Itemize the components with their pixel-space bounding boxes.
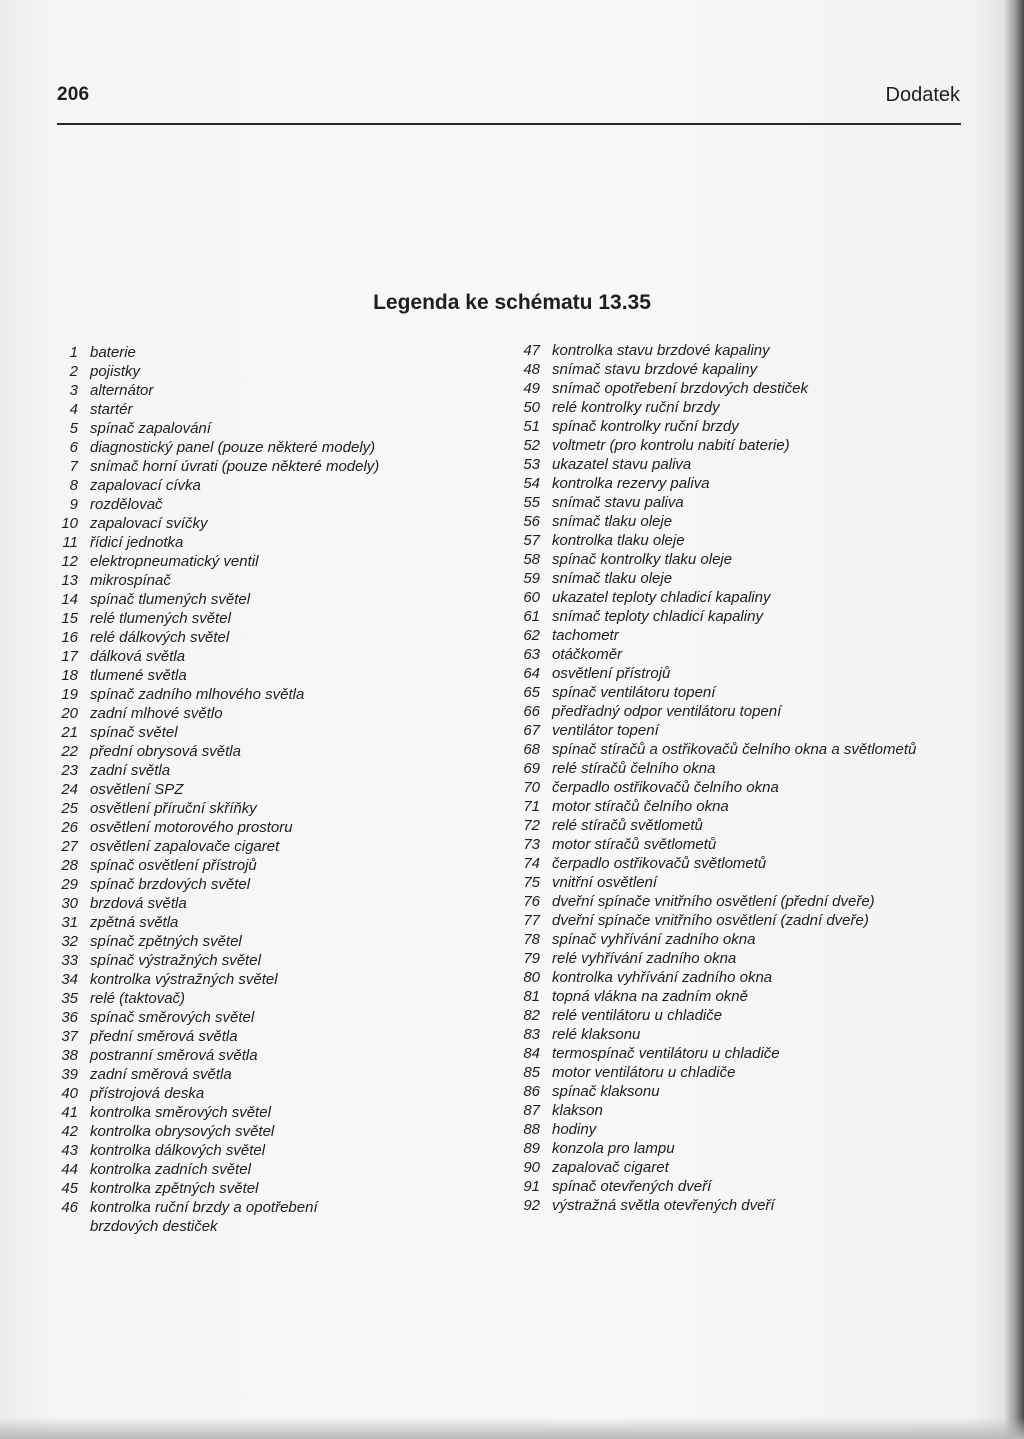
legend-item-text: přední směrová světla bbox=[90, 1028, 238, 1045]
legend-item bbox=[512, 493, 972, 512]
legend-item-text: kontrolka tlaku oleje bbox=[552, 532, 685, 549]
legend-item bbox=[50, 742, 470, 761]
legend-item-text: spínač stíračů a ostřikovačů čelního okna a světlometů bbox=[552, 741, 917, 758]
legend-item-text: spínač vyhřívání zadního okna bbox=[552, 931, 756, 948]
legend-item bbox=[50, 1027, 470, 1046]
legend-item-number: 83 bbox=[523, 1026, 540, 1043]
legend-item-number: 28 bbox=[61, 857, 78, 874]
legend-item-number: 1 bbox=[69, 344, 78, 361]
legend-item bbox=[512, 550, 972, 569]
legend-item bbox=[50, 381, 470, 400]
legend-item bbox=[512, 417, 972, 436]
legend-item bbox=[512, 702, 972, 721]
legend-item bbox=[512, 626, 972, 645]
legend-item-number: 72 bbox=[523, 817, 540, 834]
legend-item-text: pojistky bbox=[90, 363, 141, 380]
legend-item-text: spínač zadního mlhového světla bbox=[90, 686, 305, 703]
page-binding-shadow bbox=[1004, 0, 1024, 1439]
legend-item bbox=[512, 645, 972, 664]
legend-item bbox=[50, 723, 470, 742]
legend-item-text: dveřní spínače vnitřního osvětlení (přední dveře) bbox=[552, 893, 875, 910]
legend-item-number: 62 bbox=[523, 627, 540, 644]
legend-item-text: termospínač ventilátoru u chladiče bbox=[552, 1045, 780, 1062]
legend-item-text: relé ventilátoru u chladiče bbox=[552, 1007, 723, 1024]
legend-item-text: zpětná světla bbox=[90, 914, 179, 931]
legend-item-text: spínač klaksonu bbox=[552, 1083, 660, 1100]
legend-item-text: relé stíračů čelního okna bbox=[552, 760, 716, 777]
legend-item-number: 22 bbox=[61, 743, 78, 760]
legend-item bbox=[50, 590, 470, 609]
legend-item-text: zadní světla bbox=[90, 762, 171, 779]
legend-item bbox=[50, 1198, 470, 1217]
legend-item-text: přístrojová deska bbox=[90, 1085, 205, 1102]
legend-item-number: 7 bbox=[69, 458, 78, 475]
legend-item-number: 82 bbox=[523, 1007, 540, 1024]
legend-item bbox=[512, 721, 972, 740]
legend-item bbox=[512, 607, 972, 626]
legend-item-number: 80 bbox=[523, 969, 540, 986]
legend-item-number: 32 bbox=[61, 933, 78, 950]
legend-item bbox=[512, 930, 972, 949]
legend-item-number: 37 bbox=[61, 1028, 78, 1045]
legend-item-text: kontrolka obrysových světel bbox=[90, 1123, 275, 1140]
legend-item-number: 84 bbox=[523, 1045, 540, 1062]
legend-item-text: spínač ventilátoru topení bbox=[552, 684, 716, 701]
legend-item-number: 50 bbox=[523, 399, 540, 416]
legend-item-number: 14 bbox=[61, 591, 78, 608]
legend-item bbox=[512, 683, 972, 702]
legend-item-number: 79 bbox=[523, 950, 540, 967]
legend-item-text: zapalovací cívka bbox=[90, 477, 201, 494]
legend-item-text: voltmetr (pro kontrolu nabití baterie) bbox=[552, 437, 790, 454]
legend-item bbox=[50, 476, 470, 495]
legend-item-number: 13 bbox=[61, 572, 78, 589]
legend-item bbox=[50, 1008, 470, 1027]
legend-item bbox=[50, 761, 470, 780]
legend-item-text: snímač opotřebení brzdových destiček bbox=[552, 380, 808, 397]
legend-item-number: 2 bbox=[69, 363, 78, 380]
legend-item bbox=[512, 835, 972, 854]
legend-item-number: 6 bbox=[69, 439, 78, 456]
legend-item bbox=[512, 1139, 972, 1158]
legend-item bbox=[50, 932, 470, 951]
legend-item-text: spínač brzdových světel bbox=[90, 876, 251, 893]
legend-item-text: spínač osvětlení přístrojů bbox=[90, 857, 257, 874]
legend-item-number: 67 bbox=[523, 722, 540, 739]
legend-item-text: brzdových destiček bbox=[90, 1218, 218, 1235]
legend-item-number: 69 bbox=[523, 760, 540, 777]
legend-item bbox=[512, 968, 972, 987]
legend-item bbox=[50, 438, 470, 457]
legend-item-text: ukazatel stavu paliva bbox=[552, 456, 692, 473]
legend-item bbox=[512, 664, 972, 683]
legend-item-number: 55 bbox=[523, 494, 540, 511]
legend-item-text: osvětlení přístrojů bbox=[552, 665, 671, 682]
legend-item-text: spínač kontrolky tlaku oleje bbox=[552, 551, 733, 568]
legend-item-text: přední obrysová světla bbox=[90, 743, 241, 760]
legend-item-number: 81 bbox=[523, 988, 540, 1005]
legend-item-number: 19 bbox=[61, 686, 78, 703]
legend-item-text: předřadný odpor ventilátoru topení bbox=[552, 703, 782, 720]
legend-item bbox=[512, 398, 972, 417]
legend-item-number: 27 bbox=[61, 838, 78, 855]
legend-item-number: 23 bbox=[61, 762, 78, 779]
legend-item-text: dálková světla bbox=[90, 648, 186, 665]
legend-item bbox=[50, 894, 470, 913]
legend-item-number: 33 bbox=[61, 952, 78, 969]
legend-item-text: postranní směrová světla bbox=[90, 1047, 258, 1064]
legend-item-number: 54 bbox=[523, 475, 540, 492]
legend-item bbox=[512, 455, 972, 474]
legend-item-text: spínač kontrolky ruční brzdy bbox=[552, 418, 739, 435]
legend-item-number: 42 bbox=[61, 1123, 78, 1140]
legend-item-text: brzdová světla bbox=[90, 895, 187, 912]
legend-item-text: snímač tlaku oleje bbox=[552, 513, 673, 530]
legend-item-number: 3 bbox=[69, 382, 78, 399]
legend-item bbox=[512, 1063, 972, 1082]
legend-item-text: snímač stavu brzdové kapaliny bbox=[552, 361, 758, 378]
legend-item-number: 18 bbox=[61, 667, 78, 684]
legend-item-text: spínač otevřených dveří bbox=[552, 1178, 712, 1195]
legend-item-text: relé (taktovač) bbox=[90, 990, 186, 1007]
legend-item-number: 4 bbox=[69, 401, 78, 418]
legend-item-text: zadní směrová světla bbox=[90, 1066, 232, 1083]
legend-item-text: kontrolka zadních světel bbox=[90, 1161, 251, 1178]
legend-item bbox=[512, 512, 972, 531]
legend-item-number: 73 bbox=[523, 836, 540, 853]
legend-item-text: spínač světel bbox=[90, 724, 178, 741]
legend-item-text: čerpadlo ostřikovačů světlometů bbox=[552, 855, 767, 872]
legend-item-text: snímač horní úvrati (pouze některé modely) bbox=[90, 458, 380, 475]
legend-item bbox=[50, 533, 470, 552]
legend-item bbox=[512, 911, 972, 930]
legend-item-number: 40 bbox=[61, 1085, 78, 1102]
legend-item-number: 17 bbox=[61, 648, 78, 665]
legend-item-number: 70 bbox=[523, 779, 540, 796]
legend-item-number: 89 bbox=[523, 1140, 540, 1157]
legend-item-number: 48 bbox=[523, 361, 540, 378]
legend-item-number: 5 bbox=[69, 420, 78, 437]
legend-item bbox=[50, 343, 470, 362]
legend-item-text: spínač výstražných světel bbox=[90, 952, 261, 969]
legend-item-number: 61 bbox=[523, 608, 540, 625]
legend-item-text: spínač směrových světel bbox=[90, 1009, 255, 1026]
legend-item bbox=[50, 666, 470, 685]
legend-item bbox=[512, 379, 972, 398]
legend-item bbox=[50, 609, 470, 628]
legend-item bbox=[50, 1046, 470, 1065]
legend-item-text: elektropneumatický ventil bbox=[90, 553, 259, 570]
legend-item bbox=[512, 436, 972, 455]
legend-item-number: 58 bbox=[523, 551, 540, 568]
legend-item-text: relé kontrolky ruční brzdy bbox=[552, 399, 720, 416]
legend-item bbox=[512, 1044, 972, 1063]
legend-item-text: motor stíračů světlometů bbox=[552, 836, 717, 853]
legend-item-number: 60 bbox=[523, 589, 540, 606]
legend-item-number: 63 bbox=[523, 646, 540, 663]
legend-item bbox=[50, 951, 470, 970]
legend-item-number: 43 bbox=[61, 1142, 78, 1159]
legend-item-text: motor stíračů čelního okna bbox=[552, 798, 729, 815]
legend-item-text: ventilátor topení bbox=[552, 722, 659, 739]
legend-item bbox=[50, 1084, 470, 1103]
legend-item-text: baterie bbox=[90, 344, 136, 361]
legend-item-number: 90 bbox=[523, 1159, 540, 1176]
legend-item bbox=[50, 1122, 470, 1141]
legend-item-number: 26 bbox=[61, 819, 78, 836]
legend-item-text: startér bbox=[90, 401, 133, 418]
legend-item bbox=[50, 856, 470, 875]
legend-item bbox=[50, 875, 470, 894]
legend-item-text: diagnostický panel (pouze některé modely) bbox=[90, 439, 376, 456]
page-bottom-shadow bbox=[0, 1417, 1024, 1439]
legend-item-number: 41 bbox=[61, 1104, 78, 1121]
legend-item-number: 12 bbox=[61, 553, 78, 570]
legend-item-text: klakson bbox=[552, 1102, 603, 1119]
legend-item bbox=[512, 987, 972, 1006]
legend-item-number: 47 bbox=[523, 342, 540, 359]
legend-item-text: kontrolka dálkových světel bbox=[90, 1142, 266, 1159]
legend-item bbox=[50, 1103, 470, 1122]
legend-item bbox=[512, 759, 972, 778]
legend-item bbox=[50, 362, 470, 381]
legend-item-text: spínač zapalování bbox=[90, 420, 211, 437]
legend-item bbox=[50, 1179, 470, 1198]
legend-item bbox=[50, 514, 470, 533]
legend-item-number: 66 bbox=[523, 703, 540, 720]
legend-item-number: 68 bbox=[523, 741, 540, 758]
legend-item bbox=[512, 1082, 972, 1101]
legend-item bbox=[50, 1065, 470, 1084]
legend-item-number: 39 bbox=[61, 1066, 78, 1083]
legend-item-text: snímač stavu paliva bbox=[552, 494, 684, 511]
legend-item-number: 52 bbox=[523, 437, 540, 454]
header-divider bbox=[57, 123, 961, 125]
legend-item-number: 91 bbox=[523, 1178, 540, 1195]
legend-item bbox=[50, 970, 470, 989]
section-title: Dodatek bbox=[885, 84, 960, 106]
legend-item-number: 88 bbox=[523, 1121, 540, 1138]
legend-item-text: relé klaksonu bbox=[552, 1026, 641, 1043]
legend-item-text: relé stíračů světlometů bbox=[552, 817, 703, 834]
legend-item-number: 21 bbox=[61, 724, 78, 741]
legend-item-text: výstražná světla otevřených dveří bbox=[552, 1197, 775, 1214]
legend-item bbox=[50, 704, 470, 723]
legend-item bbox=[50, 1160, 470, 1179]
legend-item bbox=[512, 1101, 972, 1120]
legend-item-text: hodiny bbox=[552, 1121, 597, 1138]
legend-item-number: 8 bbox=[69, 477, 78, 494]
legend-item-text: tachometr bbox=[552, 627, 619, 644]
legend-item-number: 16 bbox=[61, 629, 78, 646]
legend-item-number: 30 bbox=[61, 895, 78, 912]
legend-item bbox=[50, 818, 470, 837]
legend-item-text: spínač tlumených světel bbox=[90, 591, 251, 608]
legend-item-text: tlumené světla bbox=[90, 667, 187, 684]
legend-item-number: 15 bbox=[61, 610, 78, 627]
legend-item-text: spínač zpětných světel bbox=[90, 933, 242, 950]
legend-item bbox=[512, 1025, 972, 1044]
legend-item-number: 65 bbox=[523, 684, 540, 701]
legend-item bbox=[512, 949, 972, 968]
legend-item bbox=[50, 495, 470, 514]
legend-item-number: 46 bbox=[61, 1199, 78, 1216]
legend-item-text: osvětlení zapalovače cigaret bbox=[90, 838, 280, 855]
legend-item-number: 45 bbox=[61, 1180, 78, 1197]
legend-list-left bbox=[50, 343, 470, 1236]
legend-item-number: 76 bbox=[523, 893, 540, 910]
legend-item bbox=[512, 341, 972, 360]
legend-item-text: snímač tlaku oleje bbox=[552, 570, 673, 587]
legend-item bbox=[512, 531, 972, 550]
legend-item bbox=[512, 797, 972, 816]
legend-item bbox=[50, 1141, 470, 1160]
legend-item-text: čerpadlo ostřikovačů čelního okna bbox=[552, 779, 779, 796]
legend-item-text: otáčkoměr bbox=[552, 646, 623, 663]
legend-item bbox=[512, 474, 972, 493]
page-number: 206 bbox=[57, 84, 90, 105]
legend-item-text: zadní mlhové světlo bbox=[90, 705, 223, 722]
legend-item-text: kontrolka zpětných světel bbox=[90, 1180, 259, 1197]
legend-item-text: ukazatel teploty chladicí kapaliny bbox=[552, 589, 771, 606]
legend-item-number: 38 bbox=[61, 1047, 78, 1064]
legend-item-number: 24 bbox=[61, 781, 78, 798]
legend-item-text: relé dálkových světel bbox=[90, 629, 230, 646]
legend-item-text: kontrolka vyhřívání zadního okna bbox=[552, 969, 773, 986]
legend-item bbox=[50, 552, 470, 571]
legend-item-number: 75 bbox=[523, 874, 540, 891]
legend-list-right bbox=[512, 341, 972, 1215]
legend-item-number: 78 bbox=[523, 931, 540, 948]
legend-item-text: relé tlumených světel bbox=[90, 610, 231, 627]
legend-item bbox=[512, 873, 972, 892]
legend-item bbox=[50, 685, 470, 704]
legend-item-number: 53 bbox=[523, 456, 540, 473]
legend-item-text: osvětlení motorového prostoru bbox=[90, 819, 293, 836]
legend-item-text: topná vlákna na zadním okně bbox=[552, 988, 748, 1005]
legend-item bbox=[512, 1158, 972, 1177]
legend-item-text: kontrolka rezervy paliva bbox=[552, 475, 710, 492]
legend-item bbox=[50, 913, 470, 932]
legend-item-text: vnitřní osvětlení bbox=[552, 874, 658, 891]
legend-item-text: relé vyhřívání zadního okna bbox=[552, 950, 737, 967]
legend-item-number: 77 bbox=[523, 912, 540, 929]
legend-item bbox=[512, 588, 972, 607]
legend-item-number: 92 bbox=[523, 1197, 540, 1214]
legend-item-text: motor ventilátoru u chladiče bbox=[552, 1064, 736, 1081]
legend-item bbox=[512, 1177, 972, 1196]
legend-item-number: 25 bbox=[61, 800, 78, 817]
legend-item bbox=[512, 816, 972, 835]
legend-item-number: 35 bbox=[61, 990, 78, 1007]
legend-item-number: 34 bbox=[61, 971, 78, 988]
legend-item-text: řídicí jednotka bbox=[90, 534, 184, 551]
legend-item-number: 71 bbox=[523, 798, 540, 815]
legend-item-text: kontrolka stavu brzdové kapaliny bbox=[552, 342, 770, 359]
legend-item bbox=[50, 1217, 470, 1236]
legend-item-number: 31 bbox=[61, 914, 78, 931]
legend-item-text: mikrospínač bbox=[90, 572, 171, 589]
legend-title: Legenda ke schématu 13.35 bbox=[373, 291, 651, 314]
legend-item bbox=[50, 457, 470, 476]
legend-item bbox=[50, 989, 470, 1008]
legend-item bbox=[512, 1120, 972, 1139]
legend-item-text: zapalovací svíčky bbox=[90, 515, 208, 532]
legend-item-text: kontrolka ruční brzdy a opotřebení bbox=[90, 1199, 318, 1216]
legend-item-text: kontrolka výstražných světel bbox=[90, 971, 278, 988]
legend-item bbox=[50, 647, 470, 666]
legend-item-number: 87 bbox=[523, 1102, 540, 1119]
legend-item-number: 29 bbox=[61, 876, 78, 893]
legend-item-number: 36 bbox=[61, 1009, 78, 1026]
legend-item-number: 56 bbox=[523, 513, 540, 530]
legend-item bbox=[50, 780, 470, 799]
legend-item-text: konzola pro lampu bbox=[552, 1140, 675, 1157]
legend-item-number: 86 bbox=[523, 1083, 540, 1100]
legend-item-number: 59 bbox=[523, 570, 540, 587]
legend-item bbox=[512, 892, 972, 911]
legend-item bbox=[50, 837, 470, 856]
legend-item-text: dveřní spínače vnitřního osvětlení (zadní dveře) bbox=[552, 912, 869, 929]
legend-item bbox=[50, 400, 470, 419]
legend-item-number: 51 bbox=[523, 418, 540, 435]
legend-item bbox=[512, 360, 972, 379]
legend-item-text: osvětlení SPZ bbox=[90, 781, 184, 798]
legend-item bbox=[512, 854, 972, 873]
legend-item-number: 85 bbox=[523, 1064, 540, 1081]
legend-item-number: 20 bbox=[61, 705, 78, 722]
legend-item bbox=[512, 740, 972, 759]
legend-item bbox=[50, 799, 470, 818]
legend-item bbox=[50, 628, 470, 647]
legend-item-number: 11 bbox=[62, 534, 78, 551]
legend-item-number: 44 bbox=[61, 1161, 78, 1178]
legend-item-text: rozdělovač bbox=[90, 496, 163, 513]
legend-item-text: kontrolka směrových světel bbox=[90, 1104, 271, 1121]
legend-item-number: 57 bbox=[523, 532, 540, 549]
legend-item-text: osvětlení příruční skříňky bbox=[90, 800, 257, 817]
legend-item bbox=[512, 1006, 972, 1025]
legend-item-text: alternátor bbox=[90, 382, 154, 399]
legend-item bbox=[50, 419, 470, 438]
legend-item-text: zapalovač cigaret bbox=[552, 1159, 669, 1176]
legend-item-number: 49 bbox=[523, 380, 540, 397]
legend-item-number: 64 bbox=[523, 665, 540, 682]
legend-item bbox=[512, 569, 972, 588]
legend-item bbox=[512, 1196, 972, 1215]
legend-item-number: 10 bbox=[61, 515, 78, 532]
legend-item bbox=[512, 778, 972, 797]
legend-item-number: 9 bbox=[69, 496, 78, 513]
legend-item-number: 74 bbox=[523, 855, 540, 872]
legend-item bbox=[50, 571, 470, 590]
legend-item-text: snímač teploty chladicí kapaliny bbox=[552, 608, 763, 625]
